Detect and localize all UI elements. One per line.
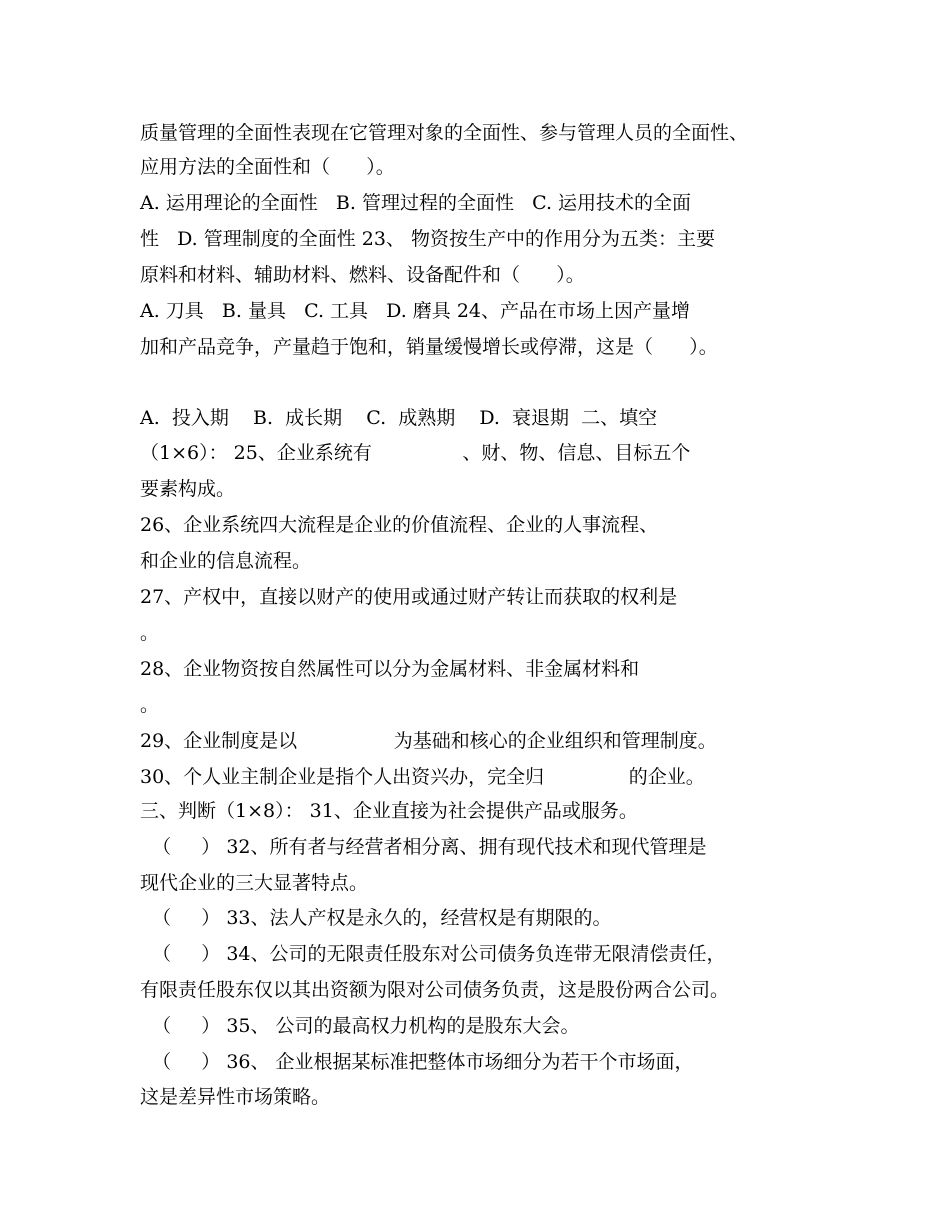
text-line: 应用方法的全面性和（ ）。	[140, 156, 395, 178]
text-line: 性 D. 管理制度的全面性 23、 物资按生产中的作用分为五类：主要	[140, 228, 716, 250]
text-line: A. 投入期 B. 成长期 C. 成熟期 D. 衰退期 二、填空	[140, 407, 658, 429]
text-line: 27、产权中，直接以财产的使用或通过财产转让而获取的权利是	[140, 586, 678, 608]
text-line: 加和产品竞争，产量趋于饱和，销量缓慢增长或停滞，这是（ ）。	[140, 336, 718, 358]
text-line: 28、企业物资按自然属性可以分为金属材料、非金属材料和	[140, 658, 640, 680]
text-line: 质量管理的全面性表现在它管理对象的全面性、参与管理人员的全面性、	[140, 122, 749, 144]
text-line: 和企业的信息流程。	[140, 550, 312, 572]
text-line: （ ） 32、所有者与经营者相分离、拥有现代技术和现代管理是	[140, 836, 707, 858]
text-line: 现代企业的三大显著特点。	[140, 872, 369, 894]
text-line: 。	[140, 622, 160, 644]
text-line: 26、企业系统四大流程是企业的价值流程、企业的人事流程、	[140, 514, 659, 536]
text-line: （ ） 35、 公司的最高权力机构的是股东大会。	[140, 1015, 580, 1037]
text-line: 30、个人业主制企业是指个人出资兴办，完全归 的企业。	[140, 766, 705, 788]
text-line: （ ） 33、法人产权是永久的，经营权是有期限的。	[140, 907, 612, 929]
text-line: 29、企业制度是以 为基础和核心的企业组织和管理制度。	[140, 730, 717, 752]
text-line: A. 运用理论的全面性 B. 管理过程的全面性 C. 运用技术的全面	[140, 192, 692, 214]
text-line: 。	[140, 694, 160, 716]
text-line: （1×6）： 25、企业系统有 、财、物、信息、目标五个	[140, 442, 691, 464]
text-line: A. 刀具 B. 量具 C. 工具 D. 磨具 24、产品在市场上因产量增	[140, 300, 690, 322]
text-line: 三、判断（1×8）： 31、企业直接为社会提供产品或服务。	[140, 800, 638, 822]
text-line: 这是差异性市场策略。	[140, 1086, 331, 1108]
text-line: （ ） 34、公司的无限责任股东对公司债务负连带无限清偿责任，	[140, 943, 726, 965]
text-line: （ ） 36、 企业根据某标准把整体市场细分为若干个市场面，	[140, 1051, 694, 1073]
text-line: 要素构成。	[140, 478, 236, 500]
text-line: 有限责任股东仅以其出资额为限对公司债务负责，这是股份两合公司。	[140, 979, 730, 1001]
text-line: 原料和材料、辅助材料、燃料、设备配件和（ ）。	[140, 264, 585, 286]
